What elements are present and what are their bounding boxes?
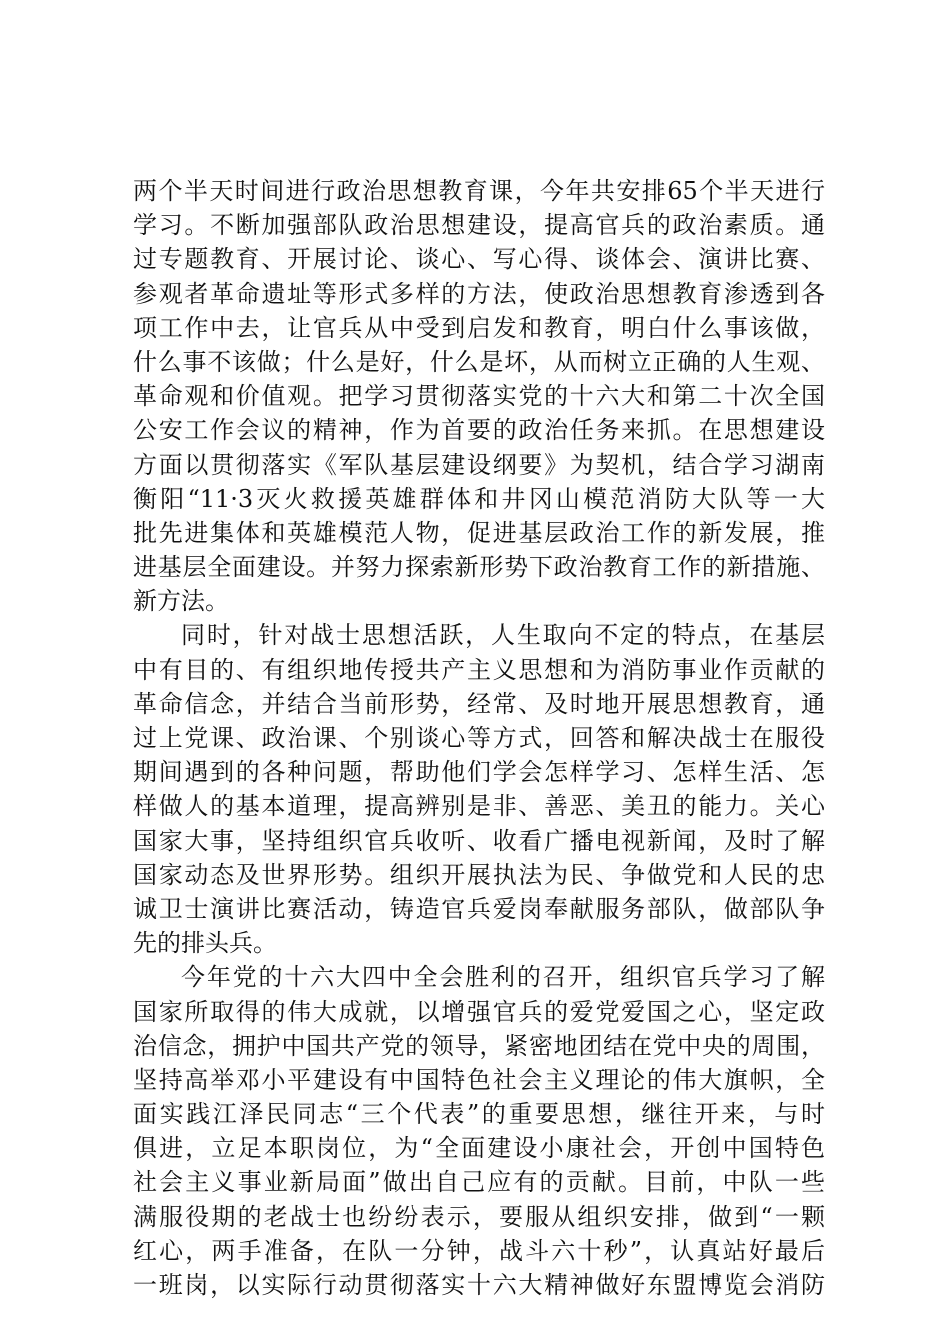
- paragraph-line: 国家所取得的伟大成就，以增强官兵的爱党爱国之心，坚定政: [133, 997, 825, 1026]
- paragraph-line: 期间遇到的各种问题，帮助他们学会怎样学习、怎样生活、怎: [133, 758, 825, 787]
- paragraph-line: 参观者革命遗址等形式多样的方法，使政治思想教育渗透到各: [133, 279, 825, 308]
- paragraph-line: 革命观和价值观。把学习贯彻落实党的十六大和第二十次全国: [133, 382, 825, 411]
- paragraph-line: 样做人的基本道理，提高辨别是非、善恶、美丑的能力。关心: [133, 792, 825, 821]
- paragraph-line: 进基层全面建设。并努力探索新形势下政治教育工作的新措施、: [133, 553, 825, 582]
- paragraph-line: 一班岗，以实际行动贯彻落实十六大精神做好东盟博览会消防: [133, 1271, 825, 1299]
- paragraph-line: 衡阳“11·3灭火救援英雄群体和井冈山模范消防大队等一大: [133, 484, 825, 513]
- paragraph-line: 批先进集体和英雄模范人物，促进基层政治工作的新发展，推: [133, 518, 825, 547]
- paragraph-2: [133, 618, 825, 960]
- paragraph-line: 过上党课、政治课、个别谈心等方式，回答和解决战士在服役: [133, 724, 825, 752]
- paragraph-line: 学习。不断加强部队政治思想建设，提高官兵的政治素质。通: [133, 211, 825, 240]
- paragraph-line: 国家大事，坚持组织官兵收听、收看广播电视新闻，及时了解: [133, 826, 825, 855]
- paragraph-line: 项工作中去，让官兵从中受到启发和教育，明白什么事该做，: [133, 313, 825, 342]
- paragraph-line: 方面以贯彻落实《军队基层建设纲要》为契机，结合学习湖南: [133, 450, 825, 479]
- paragraph-line: 公安工作会议的精神，作为首要的政治任务来抓。在思想建设: [133, 416, 825, 445]
- paragraph-line: 过专题教育、开展讨论、谈心、写心得、谈体会、演讲比赛、: [133, 245, 825, 274]
- paragraph-line: 面实践江泽民同志“三个代表”的重要思想，继往开来，与时: [133, 1100, 825, 1129]
- paragraph-line: 新方法。: [133, 587, 229, 616]
- document-body: [133, 174, 825, 1302]
- paragraph-line: 什么事不该做；什么是好，什么是坏，从而树立正确的人生观、: [133, 347, 825, 376]
- paragraph-line: 同时，针对战士思想活跃，人生取向不定的特点，在基层: [181, 621, 825, 650]
- paragraph-line: 今年党的十六大四中全会胜利的召开，组织官兵学习了解: [181, 963, 825, 992]
- paragraph-line: 治信念，拥护中国共产党的领导，紧密地团结在党中央的周围，: [133, 1031, 825, 1060]
- paragraph-line: 诚卫士演讲比赛活动，铸造官兵爱岗奉献服务部队，做部队争: [133, 894, 825, 923]
- paragraph-line: 先的排头兵。: [133, 929, 277, 958]
- paragraph-3: [133, 960, 825, 1302]
- paragraph-line: 坚持高举邓小平建设有中国特色社会主义理论的伟大旗帜，全: [133, 1065, 825, 1094]
- paragraph-line: 革命信念，并结合当前形势，经常、及时地开展思想教育，通: [133, 689, 825, 718]
- paragraph-line: 社会主义事业新局面”做出自己应有的贡献。目前，中队一些: [133, 1168, 825, 1197]
- paragraph-line: 两个半天时间进行政治思想教育课，今年共安排65个半天进行: [133, 177, 825, 205]
- paragraph-1: [133, 174, 825, 618]
- paragraph-line: 红心，两手准备，在队一分钟，战斗六十秒”，认真站好最后: [133, 1236, 825, 1265]
- paragraph-line: 中有目的、有组织地传授共产主义思想和为消防事业作贡献的: [133, 655, 825, 684]
- paragraph-line: 满服役期的老战士也纷纷表示，要服从组织安排，做到“一颗: [133, 1202, 825, 1231]
- paragraph-line: 俱进，立足本职岗位，为“全面建设小康社会，开创中国特色: [133, 1134, 825, 1163]
- paragraph-line: 国家动态及世界形势。组织开展执法为民、争做党和人民的忠: [133, 860, 825, 889]
